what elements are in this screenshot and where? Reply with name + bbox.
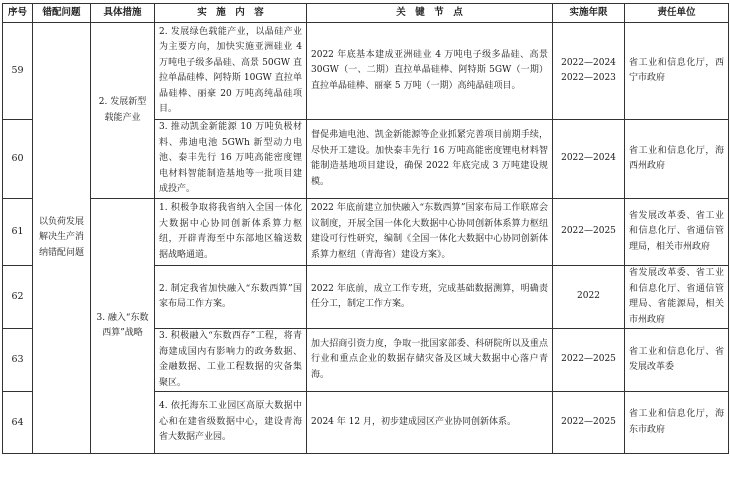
content-cell: 1. 积极争取将我省纳入全国一体化大数据中心协同创新体系算力枢纽，开辟青海至中东部地区输送数据战略通道。 (155, 199, 307, 266)
unit-cell: 省工业和信息化厅，海东市政府 (625, 392, 729, 454)
deadline-cell: 2022—2025 (553, 199, 625, 266)
table-row (3, 199, 729, 266)
keynodes-cell: 督促弗迪电池、凯金新能源等企业抓紧完善项目前期手续，尽快开工建设。加快泰丰先行 16 万吨高能密度锂电材料智能制造基地项目建设，确保 2022 年底完成 3 万吨建设规模。 (307, 120, 553, 199)
table-header-row (3, 4, 729, 23)
deadline-cell: 2022—2025 (553, 329, 625, 392)
header-keynodes: 关 键 节 点 (307, 4, 553, 23)
row-number: 60 (3, 120, 33, 199)
content-cell: 3. 推动凯金新能源 10 万吨负极材料、弗迪电池 5GWh 新型动力电池、泰丰先行 16 万吨高能密度锂电材料智能制造基地等一批项目建成投产。 (155, 120, 307, 199)
content-cell: 4. 依托海东工业园区高原大数据中心和在建省级数据中心，建设青海省大数据产业园。 (155, 392, 307, 454)
deadline-cell (553, 23, 625, 120)
keynodes-cell: 加大招商引资力度，争取一批国家部委、科研院所以及重点行业和重点企业的数据存储灾备及区域大数据中心落户青海。 (307, 329, 553, 392)
header-content: 实 施 内 容 (155, 4, 307, 23)
content-cell: 3. 积极融入“东数西存”工程，将青海建成国内有影响力的政务数据、金融数据、工业工程数据的灾备集聚区。 (155, 329, 307, 392)
deadline-line: 2022—2023 (561, 73, 616, 83)
content-cell: 2. 发展绿色载能产业，以晶硅产业为主要方向，加快实施亚洲硅业 4 万吨电子级多晶硅、高景 50GW 直拉单晶硅棒、阿特斯 10GW 直拉单晶硅棒、丽豪 20 万吨高纯晶硅项目。 (155, 23, 307, 120)
issue-cell: 以负荷发展解决生产消纳错配问题 (33, 23, 91, 454)
deadline-cell: 2022—2024 (553, 120, 625, 199)
deadline-cell: 2022 (553, 266, 625, 329)
keynodes-cell: 2024 年 12 月，初步建成园区产业协同创新体系。 (307, 392, 553, 454)
header-measure: 具体措施 (91, 4, 155, 23)
row-number: 61 (3, 199, 33, 266)
header-deadline: 实施年限 (553, 4, 625, 23)
header-num: 序号 (3, 4, 33, 23)
row-number: 64 (3, 392, 33, 454)
keynodes-cell: 2022 年底基本建成亚洲硅业 4 万吨电子级多晶硅、高景 30GW（一、二期）直拉单晶硅棒、阿特斯 5GW（一期）直拉单晶硅棒、丽豪 5 万吨（一期）高纯晶硅项目。 (307, 23, 553, 120)
measures-table (2, 3, 729, 454)
header-issue: 错配问题 (33, 4, 91, 23)
measure-cell: 2. 发展新型载能产业 (91, 23, 155, 199)
unit-cell: 省工业和信息化厅，海西州政府 (625, 120, 729, 199)
row-number: 63 (3, 329, 33, 392)
measure-cell: 3. 融入“东数西算”战略 (91, 199, 155, 454)
keynodes-cell: 2022 年底前，成立工作专班，完成基础数据测算，明确责任分工，制定工作方案。 (307, 266, 553, 329)
keynodes-cell: 2022 年底前建立加快融入“东数西算”国家布局工作联席会议制度，开展全国一体化大数据中心协同创新体系算力枢纽建设可行性研究，编制《全国一体化大数据中心协同创新体系算力枢纽（青海省）建设方案》。 (307, 199, 553, 266)
deadline-cell: 2022—2025 (553, 392, 625, 454)
row-number: 62 (3, 266, 33, 329)
header-unit: 责任单位 (625, 4, 729, 23)
unit-cell: 省工业和信息化厅，西宁市政府 (625, 23, 729, 120)
unit-cell: 省发展改革委、省工业和信息化厅、省通信管理局，相关市州政府 (625, 199, 729, 266)
unit-cell: 省发展改革委、省工业和信息化厅、省通信管理局、省能源局，相关市州政府 (625, 266, 729, 329)
unit-cell: 省工业和信息化厅、省发展改革委 (625, 329, 729, 392)
table-row (3, 23, 729, 120)
content-cell: 2. 制定我省加快融入“东数西算”国家布局工作方案。 (155, 266, 307, 329)
deadline-line: 2022—2024 (561, 57, 616, 68)
row-number: 59 (3, 23, 33, 120)
